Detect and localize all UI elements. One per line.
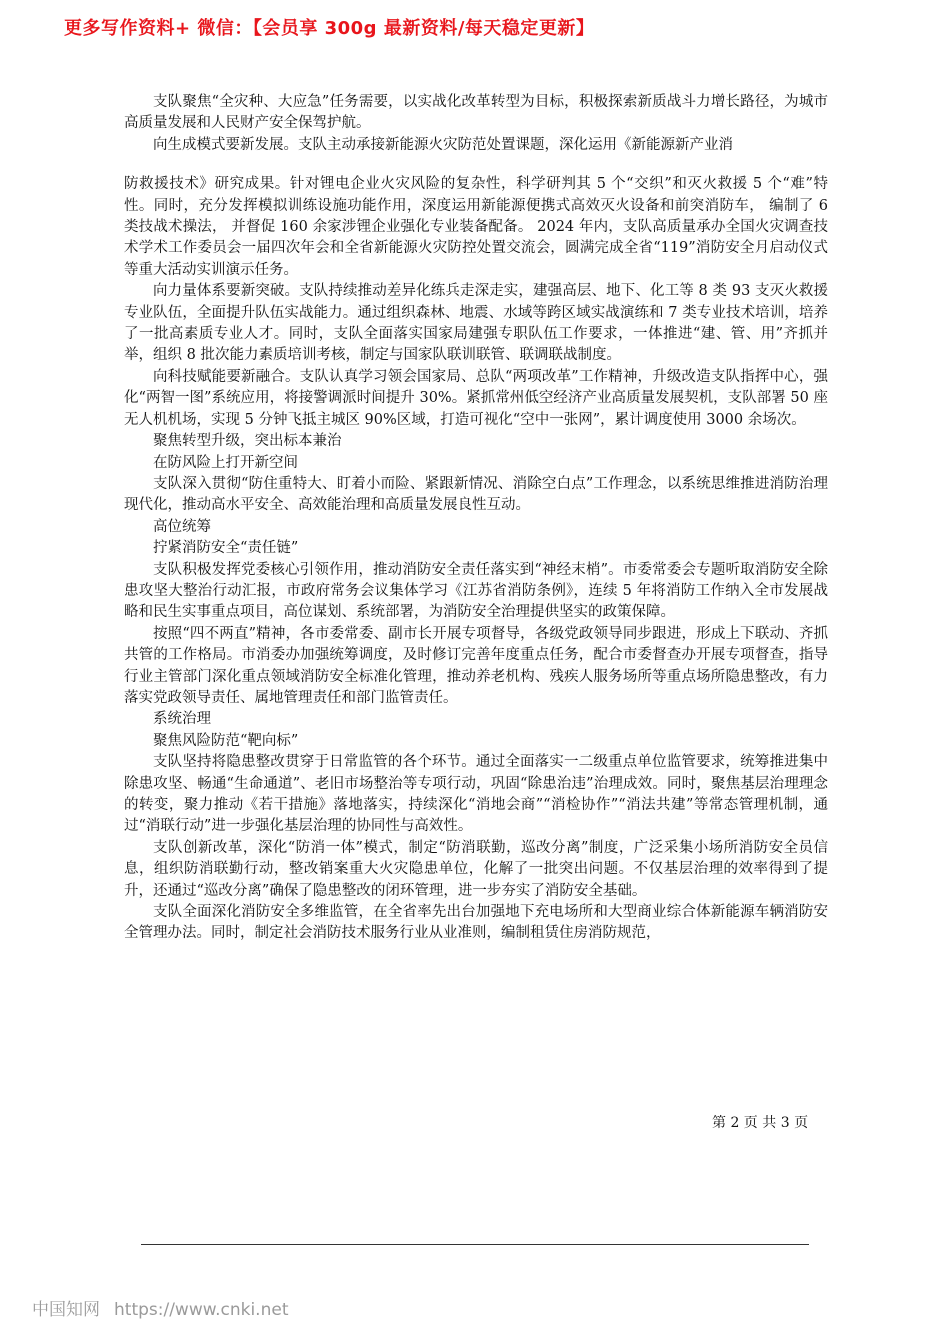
paragraph: 向科技赋能要新融合。支队认真学习领会国家局、总队“两项改革”工作精神，升级改造支队指挥中心，强化“两智一图”系统应用，将接警调派时间提升 30%。紧抓常州低空经济产业高质量发展契机，支队部署 50 座无人机机场，实现 5 分钟飞抵主城区 90%区域，打造可视化“空中一张网”，累计调度使用 3000 余场次。 [124,368,828,428]
paragraph: 支队聚焦“全灾种、大应急”任务需要，以实战化改革转型为目标，积极探索新质战斗力增长路径，为城市高质量发展和人民财产安全保驾护航。 [124,94,828,132]
paragraph: 防救援技术》研究成果。针对锂电企业火灾风险的复杂性，科学研判其 5 个“交织”和灭火救援 5 个“难”特性。同时，充分发挥模拟训练设施功能作用，深度运用新能源便携式高效灭火设备和前突消防车， 编制了 6 类技战术操法， 并督促 160 余家涉锂企业强化专业装备配备。 2024 年内，支队高质量承办全国火灾调查技术学术工作委员会一届四次年会和全省新能源火灾防控处置交流会，圆满完成全省“119”消防安全月启动仪式等重大活动实训演示任务。 [124,176,828,278]
page-number: 第 2 页 共 3 页 [712,1115,809,1131]
sub-heading: 高位统筹 [153,518,211,535]
promo-banner: 更多写作资料+ 微信：【会员享 300g 最新资料/每天稳定更新】 [64,18,595,39]
footer-divider [141,1244,809,1245]
document-body [124,92,828,945]
sub-heading: 聚焦风险防范“靶向标” [153,732,299,749]
sub-heading: 系统治理 [153,711,211,728]
watermark-site: 中国知网 [32,1300,100,1320]
paragraph: 支队深入贯彻“防住重特大、盯着小而险、紧跟新情况、消除空白点”工作理念，以系统思维推进消防治理现代化，推动高水平安全、高效能治理和高质量发展良性互动。 [124,475,828,514]
paragraph: 向生成模式要新发展。支队主动承接新能源火灾防范处置课题，深化运用《新能源新产业消 [153,136,733,153]
paragraph: 向力量体系要新突破。支队持续推动差异化练兵走深走实，建强高层、地下、化工等 8 类 93 支灭火救援专业队伍，全面提升队伍实战能力。通过组织森林、地震、水域等跨区域实战演练和 7 类专业技术培训，培养了一批高素质专业人才。同时，支队全面落实国家局建强专职队伍工作要求，一体推进“建、管、用”齐抓并举，组织 8 批次能力素质培训考核，制定与国家队联训联管、联调联战制度。 [124,283,828,364]
sub-heading: 拧紧消防安全“责任链” [153,540,299,557]
section-heading: 聚焦转型升级，突出标本兼治 [153,433,342,450]
watermark-url: https://www.cnki.net [114,1300,289,1320]
paragraph: 按照“四不两直”精神，各市委常委、副市长开展专项督导，各级党政领导同步跟进，形成上下联动、齐抓共管的工作格局。市消委办加强统筹调度，及时修订完善年度重点任务，配合市委督查办开展专项督查，指导行业主管部门深化重点领域消防安全标准化管理，推动养老机构、残疾人服务场所等重点场所隐患整改，有力落实党政领导责任、属地管理责任和部门监管责任。 [124,625,828,706]
sub-heading: 在防风险上打开新空间 [153,454,298,471]
paragraph: 支队坚持将隐患整改贯穿于日常监管的各个环节。通过全面落实一二级重点单位监管要求，统筹推进集中除患攻坚、畅通“生命通道”、老旧市场整治等专项行动，巩固“除患治违”治理成效。同时，聚焦基层治理理念的转变，聚力推动《若干措施》落地落实，持续深化“消地会商”“消检协作”“消法共建”等常态管理机制，通过“消联行动”进一步强化基层治理的协同性与高效性。 [124,754,828,835]
watermark [32,1295,288,1320]
paragraph: 支队创新改革，深化“防消一体”模式，制定“防消联勤，巡改分离”制度，广泛采集小场所消防安全员信息，组织防消联勤行动，整改销案重大火灾隐患单位，化解了一批突出问题。不仅基层治理的效率得到了提升，还通过“巡改分离”确保了隐患整改的闭环管理，进一步夯实了消防安全基础。 [124,839,828,899]
paragraph: 支队积极发挥党委核心引领作用，推动消防安全责任落实到“神经末梢”。市委常委会专题听取消防安全除患攻坚大整治行动汇报，市政府常务会议集体学习《江苏省消防条例》，连续 5 年将消防工作纳入全市发展战略和民生实事重点项目，高位谋划、系统部署，为消防安全治理提供坚实的政策保障。 [124,561,828,621]
paragraph: 支队全面深化消防安全多维监管，在全省率先出台加强地下充电场所和大型商业综合体新能源车辆消防安全管理办法。同时，制定社会消防技术服务行业从业准则，编制租赁住房消防规范， [124,904,828,942]
